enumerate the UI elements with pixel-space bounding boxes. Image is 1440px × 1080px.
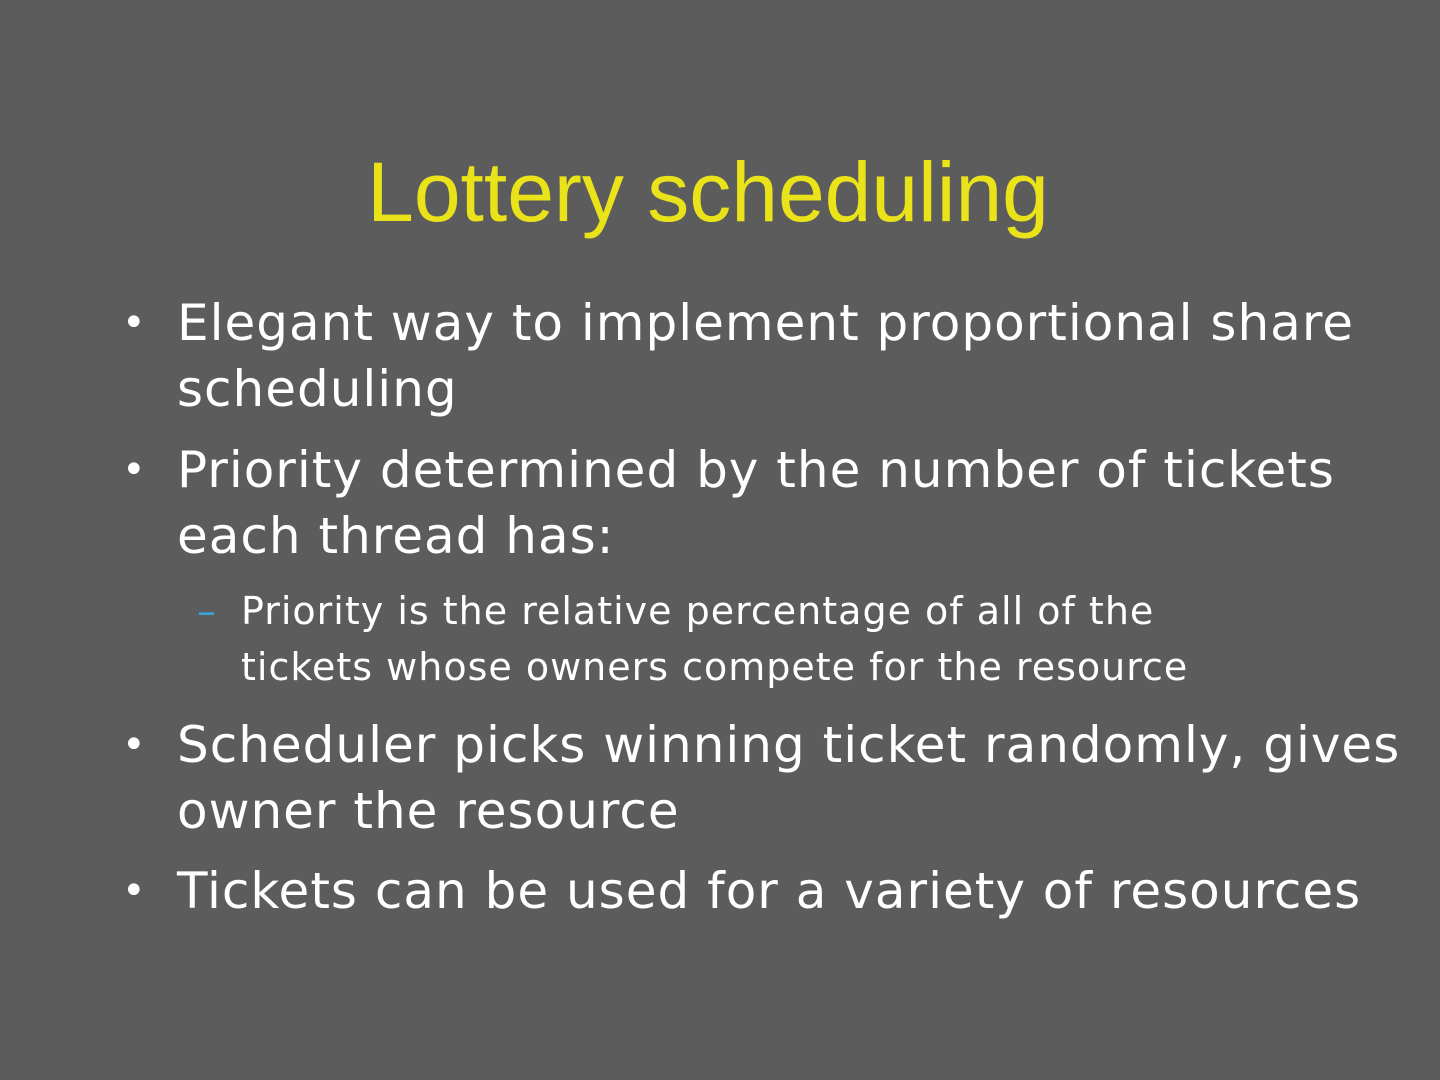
sub-bullet-dash-icon: – <box>197 589 216 633</box>
sub-bullet-line: tickets whose owners compete for the resource <box>241 645 1189 689</box>
slide-title: Lottery scheduling <box>367 145 1049 239</box>
bullet-line: scheduling <box>177 360 458 418</box>
bullet-text <box>177 712 1401 844</box>
sub-bullet-text <box>241 583 1391 695</box>
bullet-dot-icon: • <box>122 868 146 914</box>
sub-bullet-line: Priority is the relative percentage of all of the <box>241 589 1155 633</box>
bullet-text <box>177 290 1387 422</box>
bullet-line: Scheduler picks winning ticket randomly, gives <box>177 716 1401 774</box>
bullet-line: each thread has: <box>177 507 615 565</box>
bullet-dot-icon: • <box>122 300 146 346</box>
bullet-line: owner the resource <box>177 782 680 840</box>
bullet-line: Priority determined by the number of tickets <box>177 441 1335 499</box>
bullet-line: Elegant way to implement proportional share <box>177 294 1355 352</box>
bullet-text <box>177 858 1387 924</box>
bullet-dot-icon: • <box>122 447 146 493</box>
bullet-line: Tickets can be used for a variety of resources <box>177 862 1362 920</box>
bullet-text <box>177 437 1387 569</box>
bullet-dot-icon: • <box>122 722 146 768</box>
